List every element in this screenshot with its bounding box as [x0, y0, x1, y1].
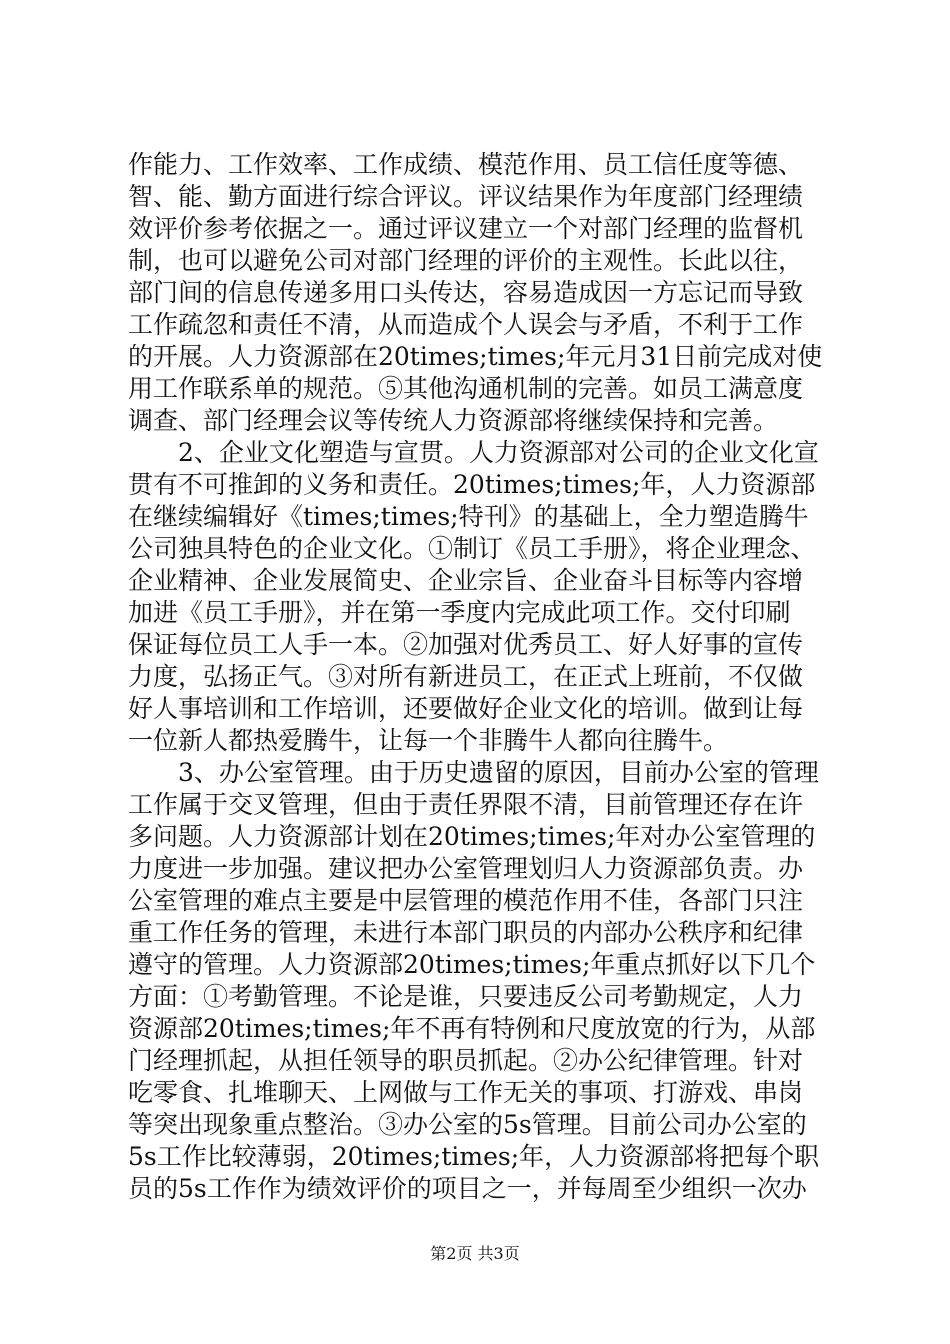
text-line: 吃零食、扎堆聊天、上网做与工作无关的事项、打游戏、串岗 [128, 1078, 804, 1107]
text-line: 一位新人都热爱腾牛，让每一个非腾牛人都向往腾牛。 [128, 726, 729, 755]
text-line: 的开展。人力资源部在20times;times;年元月31日前完成对使 [128, 342, 823, 371]
text-line: 贯有不可推卸的义务和责任。20times;times;年，人力资源部 [128, 470, 816, 499]
text-line: 好人事培训和工作培训，还要做好企业文化的培训。做到让每 [128, 694, 804, 723]
text-line: 遵守的管理。人力资源部20times;times;年重点抓好以下几个 [128, 950, 816, 979]
text-line: 等突出现象重点整治。③办公室的5s管理。目前公司办公室的 [128, 1110, 807, 1139]
text-line: 力度进一步加强。建议把办公室管理划归人力资源部负责。办 [128, 854, 804, 883]
text-line: 在继续编辑好《times;times;特刊》的基础上，全力塑造腾牛 [128, 502, 809, 531]
text-line: 作能力、工作效率、工作成绩、模范作用、员工信任度等德、 [128, 150, 804, 179]
document-body [128, 149, 838, 1205]
text-line: 资源部20times;times;年不再有特例和尺度放宽的行为，从部 [128, 1014, 816, 1043]
text-line: 工作属于交叉管理，但由于责任界限不清，目前管理还存在许 [128, 790, 804, 819]
text-line: 重工作任务的管理，未进行本部门职员的内部办公秩序和纪律 [128, 918, 804, 947]
text-line: 2、企业文化塑造与宣贯。人力资源部对公司的企业文化宣 [128, 438, 819, 467]
text-line: 保证每位员工人手一本。②加强对优秀员工、好人好事的宣传 [128, 630, 804, 659]
text-line: 效评价参考依据之一。通过评议建立一个对部门经理的监督机 [128, 214, 804, 243]
text-line: 3、办公室管理。由于历史遗留的原因，目前办公室的管理 [128, 758, 819, 787]
text-line: 公室管理的难点主要是中层管理的模范作用不佳，各部门只注 [128, 886, 804, 915]
text-line: 加进《员工手册》，并在第一季度内完成此项工作。交付印刷 [128, 598, 791, 627]
text-line: 企业精神、企业发展简史、企业宗旨、企业奋斗目标等内容增 [128, 566, 804, 595]
text-line: 工作疏忽和责任不清，从而造成个人误会与矛盾，不利于工作 [128, 310, 804, 339]
text-line: 调查、部门经理会议等传统人力资源部将继续保持和完善。 [128, 406, 779, 435]
text-line: 员的5s工作作为绩效评价的项目之一，并每周至少组织一次办 [128, 1174, 807, 1203]
text-line: 方面：①考勤管理。不论是谁，只要违反公司考勤规定，人力 [128, 982, 804, 1011]
text-line: 5s工作比较薄弱，20times;times;年，人力资源部将把每个职 [128, 1142, 820, 1171]
text-line: 用工作联系单的规范。⑤其他沟通机制的完善。如员工满意度 [128, 374, 804, 403]
text-line: 智、能、勤方面进行综合评议。评议结果作为年度部门经理绩 [128, 182, 804, 211]
text-line: 制，也可以避免公司对部门经理的评价的主观性。长此以往， [128, 246, 804, 275]
text-line: 部门间的信息传递多用口头传达，容易造成因一方忘记而导致 [128, 278, 804, 307]
text-line: 力度，弘扬正气。③对所有新进员工，在正式上班前，不仅做 [128, 662, 804, 691]
text-line: 公司独具特色的企业文化。①制订《员工手册》，将企业理念、 [128, 534, 816, 563]
page-footer: 第2页 共3页 [430, 1244, 520, 1263]
text-line: 多问题。人力资源部计划在20times;times;年对办公室管理的 [128, 822, 816, 851]
text-line: 门经理抓起，从担任领导的职员抓起。②办公纪律管理。针对 [128, 1046, 804, 1075]
